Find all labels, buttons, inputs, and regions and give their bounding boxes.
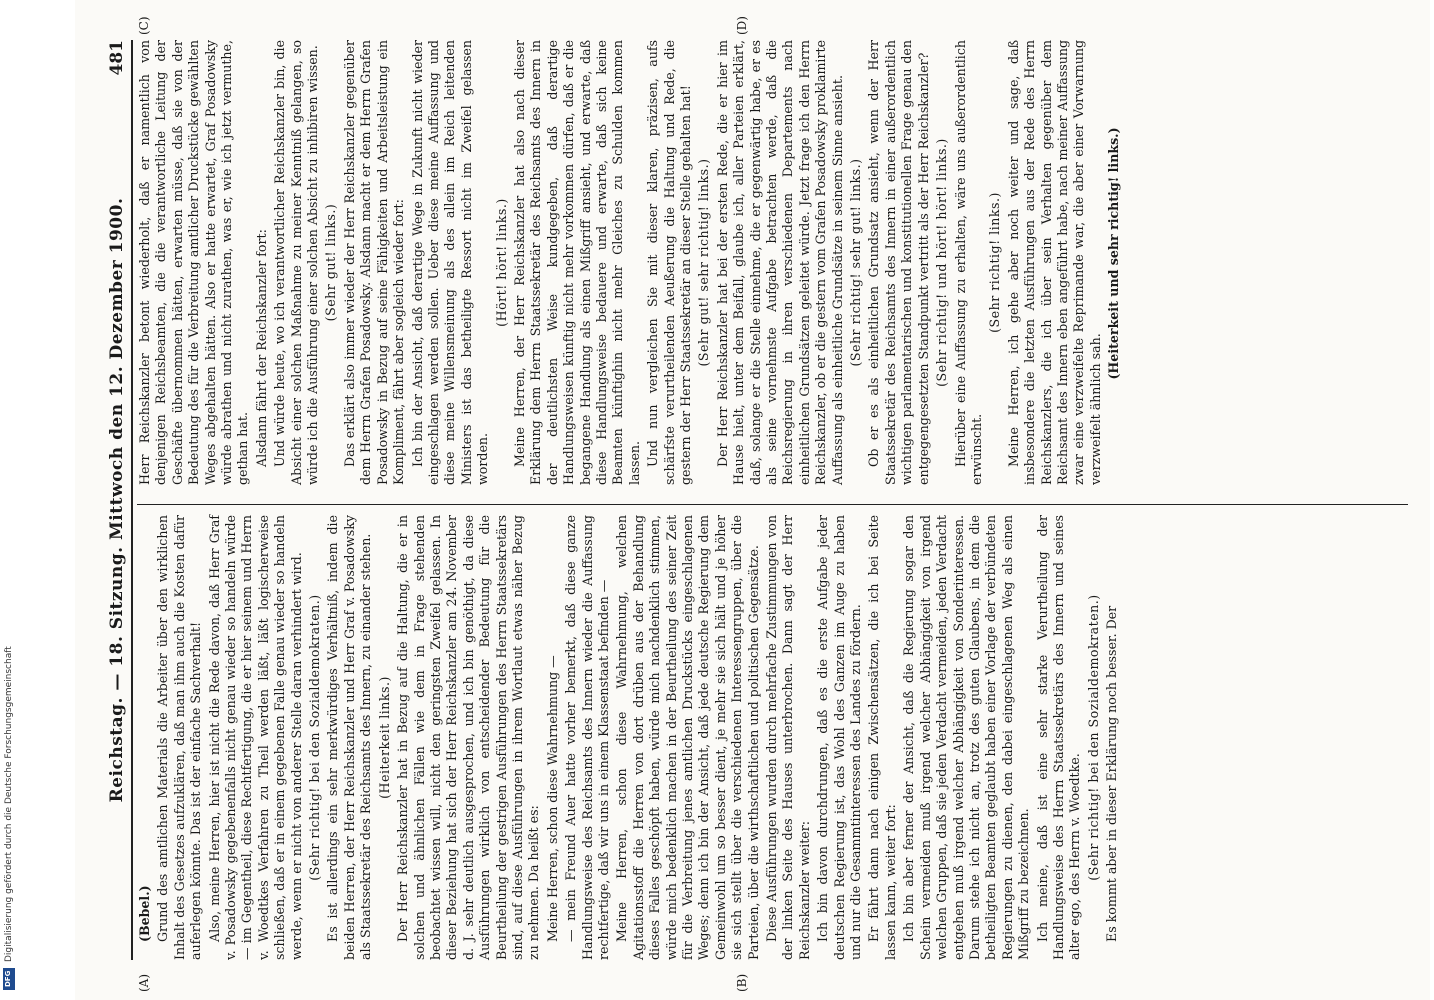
interjection: (Sehr richtig! links.) <box>987 192 1003 333</box>
page-header <box>97 40 133 960</box>
interjection: (Sehr gut! sehr richtig! links.) <box>696 158 712 367</box>
margin-marker-a: (A) <box>137 973 151 992</box>
margin-marker-d: (D) <box>735 16 749 35</box>
dfg-logo-icon: DFG <box>3 968 15 990</box>
quotation: Meine Herren, schon diese Wahrnehmung — <box>544 655 560 942</box>
page-number: 481 <box>107 40 127 76</box>
document-page <box>75 0 1430 1000</box>
paragraph: Herr Reichskanzler betont wiederholt, daß er namentlich von denjenigen Reichsbeamten, die die verantwortliche Leitung der Geschäfte übernommen hätten, erwarten müsse, daß sie von der Bedeutung des für die Verbreitung amtlicher Druckstücke gewählten Weges abgehalten hätten. Also er hatte erwartet, Graf Posadowsky würde abrathen und nicht zurathen, was er, wie ich jetzt vermuthe, gethan hat. <box>137 40 251 485</box>
quotation: Ich bin aber ferner der Ansicht, daß die Regierung sogar den Schein vermeiden muß irgend welcher Abhängigkeit von irgend welchen Gruppen, daß sie jeden Verdacht vermeiden, jeden Verdacht entgehen muß irgend welcher Abhängigkeit von Sonderinteressen. Darum stehe ich nicht an, trotz des guten Glaubens, in dem die betheiligten Beamten geglaubt haben einer Vorlage der verbündeten Regierungen zu dienen, den dabei eingeschlagenen Weg als einen Mißgriff zu bezeichnen. <box>901 515 1032 960</box>
paragraph: Meine Herren, der Herr Reichskanzler hat also nach dieser Erklärung dem Herrn Staatssekretär des Reichsamts des Innern in der deutlichsten Weise kundgegeben, daß derartige Handlungsweisen künftig nicht mehr vorkommen dürfen, daß er die begangene Handlung als einen Mißgriff ansieht, und erwarte, daß diese Handlungsweise bedauere und erwarte, daß sich keine Beamten künftighin nicht mehr Gleiches zu Schulden kommen lassen. <box>511 40 642 485</box>
quotation: Meine Herren, schon diese Wahrnehmung, welchen Agitationsstoff die Herren von dort drüben aus der Behandlung dieses Falles geschöpft haben, würde mich nachdenklich stimmen, würde mich bedenklich machen in der Beurtheilung des seiner Zeit für die Verbreitung jenes amtlichen Druckstücks eingeschlagenen Weges; denn ich bin der Ansicht, daß jede deutsche Regierung dem Gemeinwohl um so besser dient, je mehr sie sich hält und je höher sie sich stellt über die verschiedenen Interessengruppen, über die Parteien, über die wirthschaftlichen und politischen Gegensätze. <box>614 515 761 960</box>
interjection: (Sehr richtig! bei den Sozialdemokraten.) <box>307 594 323 881</box>
credit-text: Digitalisierung gefördert durch die Deutsche Forschungsgemeinschaft <box>4 646 14 962</box>
paragraph: Ich meine, daß ist eine sehr starke Verurtheilung der Handlungsweise des Herrn Staatssekretärs des Innern und seines alter ego, des Herrn v. Woedtke. <box>1034 515 1083 960</box>
paragraph: Meine Herren, ich gehe aber noch weiter und sage, daß insbesondere die letzten Ausführungen aus der Rede des Herrn Reichskanzlers, die ich über sein Verhalten gegenüber dem Reichsamt des Innern eben angeführt habe, nach meiner Auffassung zwar eine verzweifelte Reprimande war, die aber einer Vorwarnung verzweifelt ähnlich sah. <box>1005 40 1103 485</box>
margin-marker-c: (C) <box>137 16 151 35</box>
paragraph: Alsdann fährt der Reichskanzler fort: <box>253 229 269 467</box>
quotation: Ich bin davon durchdrungen, daß es die erste Aufgabe jeder deutschen Regierung ist, das Wohl des Ganzen im Auge zu haben und nur die Gesammtinteressen des Landes zu fördern. <box>815 515 864 960</box>
closing-interjection: (Heiterkeit und sehr richtig! links.) <box>1106 127 1122 380</box>
speaker-label: (Bebel.) <box>137 885 152 942</box>
right-column <box>137 40 1408 485</box>
paragraph: Der Herr Reichskanzler hat bei der ersten Rede, die er hier im Hause hielt, unter dem Beifall, glaube ich, aller Parteien erklärt, daß, solange er die Stelle einnehme, die er gegenwärtig habe, er es als seine vornehmste Aufgabe betrachten werde, daß die Reichsregierung in ihren verschiedenen Departements nach einheitlichen Grundsätzen geleitet würde. Jetzt frage ich den Herrn Reichskanzler, ob er die gestern vom Grafen Posadowsky proklamirte Auffassung als einheitliche Grundsätze in seinem Sinne ansieht. <box>714 40 845 485</box>
interjection: (Sehr gut! links.) <box>323 203 339 322</box>
column-divider <box>137 504 1408 505</box>
quotation: Und würde heute, wo ich verantwortlicher Reichskanzler bin, die Absicht einer solchen Maßnahme zu meiner Kenntniß gelangen, so würde ich die Ausführung einer solchen Absicht zu inhibiren wissen. <box>272 40 321 485</box>
digitization-credit <box>2 40 16 990</box>
paragraph: Hierüber eine Auffassung zu erhalten, wäre uns außerordentlich erwünscht. <box>952 40 984 485</box>
paragraph: Grund des amtlichen Materials die Arbeiter über den wirklichen Inhalt des Gesetzes aufzuklären, daß man ihm auch die Kosten dafür auferlegen könnte. Das ist der einfache Sachverhalt! <box>155 515 204 960</box>
paragraph: Der Herr Reichskanzler hat in Bezug auf die Haltung, die er in solchen und ähnlichen Fällen wie dem in Frage stehenden beobachtet wissen will, nicht den geringsten Zweifel gelassen. In dieser Beziehung hat sich der Herr Reichskanzler am 24. November d. J. sehr deutlich ausgesprochen, und ich bin genöthigt, da diese Ausführungen wirklich von entscheidender Bedeutung für die Beurtheilung der gestrigen Ausführungen des Herrn Staatssekretärs sind, auf diese Ausführungen in ihrem Wortlaut etwas näher Bezug zu nehmen. Da heißt es: <box>395 515 542 960</box>
quotation: Ich bin der Ansicht, daß derartige Wege in Zukunft nicht wieder eingeschlagen werden sollen. Ueber diese meine Auffassung und diese meine Willensmeinung als des allein im Reich leitenden Ministers ist das betheiligte Ressort nicht im Zweifel gelassen worden. <box>409 40 491 485</box>
interjection: (Hört! hört! links.) <box>493 198 509 327</box>
paragraph: — mein Freund Auer hatte vorher bemerkt, daß diese ganze Handlungsweise des Reichsamts des Innern wieder die Auffassung rechtfertige, daß wir uns in einem Klassenstaat befinden — <box>563 515 611 960</box>
left-column <box>137 515 1408 960</box>
paragraph: Es kommt aber in dieser Erklärung noch besser. Der <box>1104 605 1120 942</box>
interjection: (Heiterkeit links.) <box>376 676 392 799</box>
paragraph: Er fährt dann nach einigen Zwischensätzen, die ich bei Seite lassen kann, weiter fort: <box>866 515 898 960</box>
paragraph: Also, meine Herren, hier ist nicht die Rede davon, daß Herr Graf v. Posadowsky gegebenenfalls nicht genau wieder so handeln würde — im Gegentheil, diese Rechtfertigung, die er hier seinem und Herrn v. Woedtkes Verfahren zu Theil werden läßt, läßt logischerweise schließen, daß er in einem gegebenen Falle genau wieder so handeln werde, wenn er nicht von anderer Stelle daran verhindert wird. <box>206 515 304 960</box>
paragraph: Ob er es als einheitlichen Grundsatz ansieht, wenn der Herr Staatssekretär des Reichsamts des Innern in einer außerordentlich wichtigen parlamentarischen und konstitutionellen Frage genau den entgegengesetzten Standpunkt vertritt als der Herr Reichskanzler? <box>866 40 931 485</box>
paragraph: Und nun vergleichen Sie mit dieser klaren, präzisen, aufs schärfste verurtheilenden Aeußerung die Haltung und Rede, die gestern der Herr Staatssekretär an dieser Stelle gehalten hat! <box>645 40 693 485</box>
page-title: Reichstag. — 18. Sitzung. Mittwoch den 12. Dezember 1900. <box>107 197 127 803</box>
paragraph: Diese Ausführungen wurden durch mehrfache Zustimmungen von der linken Seite des Hauses unterbrochen. Dann sagt der Herr Reichskanzler weiter: <box>764 515 812 960</box>
margin-marker-b: (B) <box>735 973 749 992</box>
interjection: (Sehr richtig! bei den Sozialdemokraten.) <box>1085 594 1101 881</box>
paragraph: Es ist allerdings ein sehr merkwürdiges Verhältniß, indem die beiden Herren, der Herr Reichskanzler und Herr Graf v. Posadowsky als Staatssekretär des Reichsamts des Innern, zu einander stehen. <box>325 515 374 960</box>
interjection: (Sehr richtig! und hört! hört! links.) <box>934 138 950 387</box>
paragraph: Das erklärt also immer wieder der Herr Reichskanzler gegenüber dem Herrn Grafen Posadowsky. Alsdann macht er dem Herrn Grafen Posadowsky in Bezug auf seine Fähigkeiten und Arbeitsleistung ein Kompliment, fährt aber sogleich wieder fort: <box>341 40 407 485</box>
interjection: (Sehr richtig! sehr gut! links.) <box>848 158 864 367</box>
